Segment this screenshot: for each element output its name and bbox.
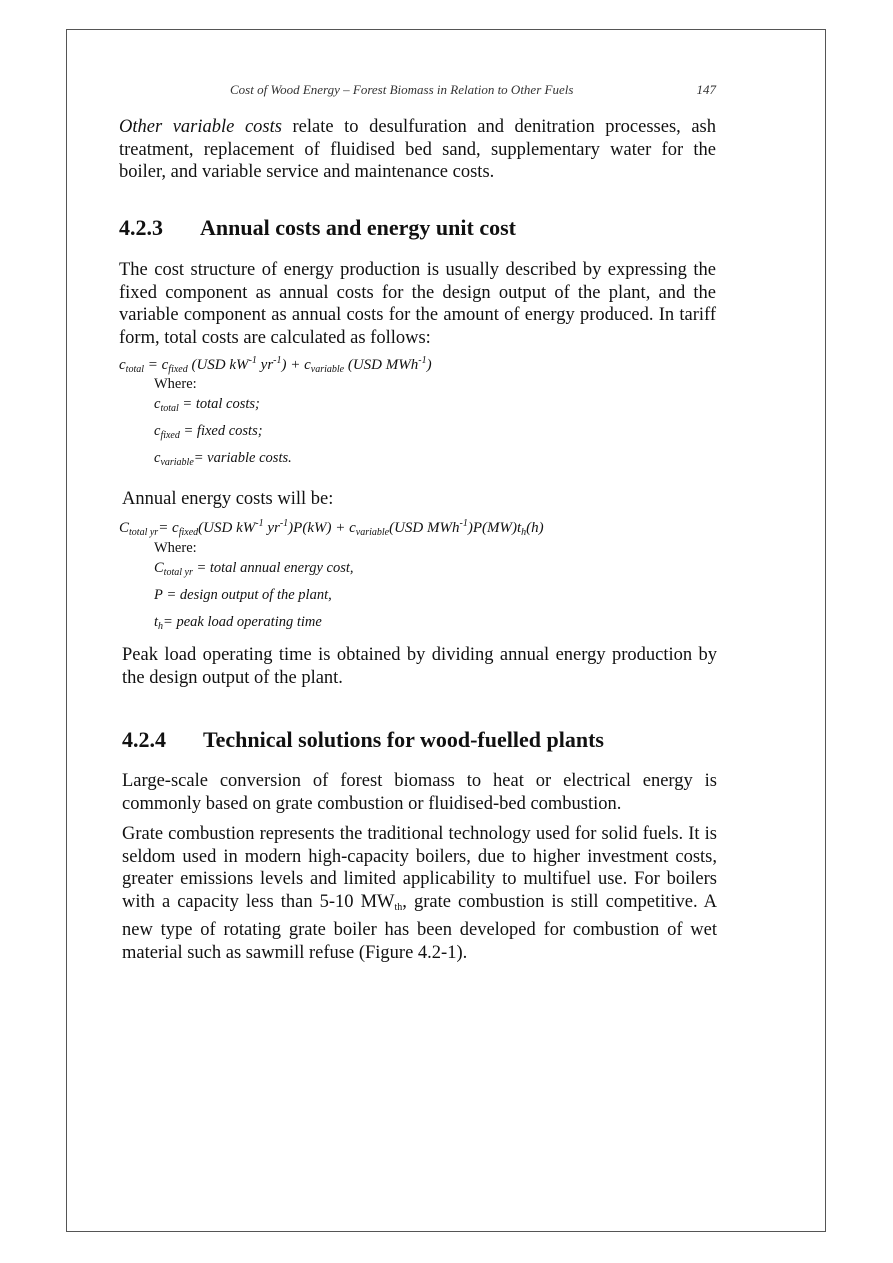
section-number: 4.2.3 — [119, 215, 163, 240]
paragraph-other-variable-costs — [119, 116, 716, 184]
section-number: 4.2.4 — [122, 727, 166, 752]
paragraph-text: relate to desulfuration and denitration processes, ash treatment, replacement of fluidised bed sand, supplementary water for the boiler, and variable service and maintenance costs. — [119, 117, 717, 182]
formula-total-cost: $c_{total} = c_{fixed}$ (USD $kW^{-1}$ $yr^{-1}) + c_{variable}$ (USD MWh$^{-1}$) — [119, 355, 432, 375]
section-title: Annual costs and energy unit cost — [200, 215, 516, 240]
definitions-annual-cost — [119, 540, 354, 638]
section-title: Technical solutions for wood-fuelled plants — [203, 727, 604, 752]
section-heading-4-2-3 — [119, 215, 716, 241]
paragraph-peak-load: Peak load operating time is obtained by dividing annual energy production by the design output of the plant. — [122, 645, 717, 688]
where-label: Where: — [154, 376, 197, 392]
paragraph-grate-combustion: Grate combustion represents the traditional technology used for solid fuels. It is seldom used in modern high-capacity boilers, due to higher investment costs, greater emissions levels and limited applicability to multifuel use. For boilers with a capacity less than 5-10 $MW_{th}$, grate combustion is still competitive. A new type of rotating grate boiler has been developed for combustion of wet material such as sawmill refuse (Figure 4.2-1). — [122, 824, 717, 963]
where-label: Where: — [154, 540, 197, 556]
definition-item: $t_h=$ peak load operating time — [154, 614, 322, 632]
definition-item: P = design output of the plant, — [154, 587, 332, 603]
paragraph-annual-costs-intro: Annual energy costs will be: — [122, 489, 334, 509]
paragraph-large-scale-conversion: Large-scale conversion of forest biomass to heat or electrical energy is commonly based on grate combustion or fluidised-bed combustion. — [122, 771, 717, 814]
definitions-total-cost — [119, 376, 292, 474]
running-head-title: Cost of Wood Energy – Forest Biomass in Relation to Other Fuels — [230, 82, 574, 97]
definition-item: $C_{total yr}$ = total annual energy cost, — [154, 560, 354, 578]
paragraph-cost-structure: The cost structure of energy production is usually described by expressing the fixed component as annual costs for the design output of the plant, and the variable component as annual costs for the amount of energy produced. In tariff form, total costs are calculated as follows: — [119, 260, 716, 348]
page-number: 147 — [696, 82, 716, 97]
formula-annual-cost: $C_{total yr}= c_{fixed}(USD$ $kW^{-1}$ $yr^{-1})P(kW) + c_{variable}(USD$ $MWh^{-1})P(MW)t_h(h)$ — [119, 518, 544, 538]
section-heading-4-2-4 — [122, 727, 717, 753]
term-other-variable-costs: Other variable costs — [119, 117, 282, 137]
definition-item: $c_{total}$ = total costs; — [154, 396, 260, 414]
definition-item: $c_{fixed}$ = fixed costs; — [154, 423, 263, 441]
definition-item: $c_{variable}=$ variable costs. — [154, 450, 292, 468]
